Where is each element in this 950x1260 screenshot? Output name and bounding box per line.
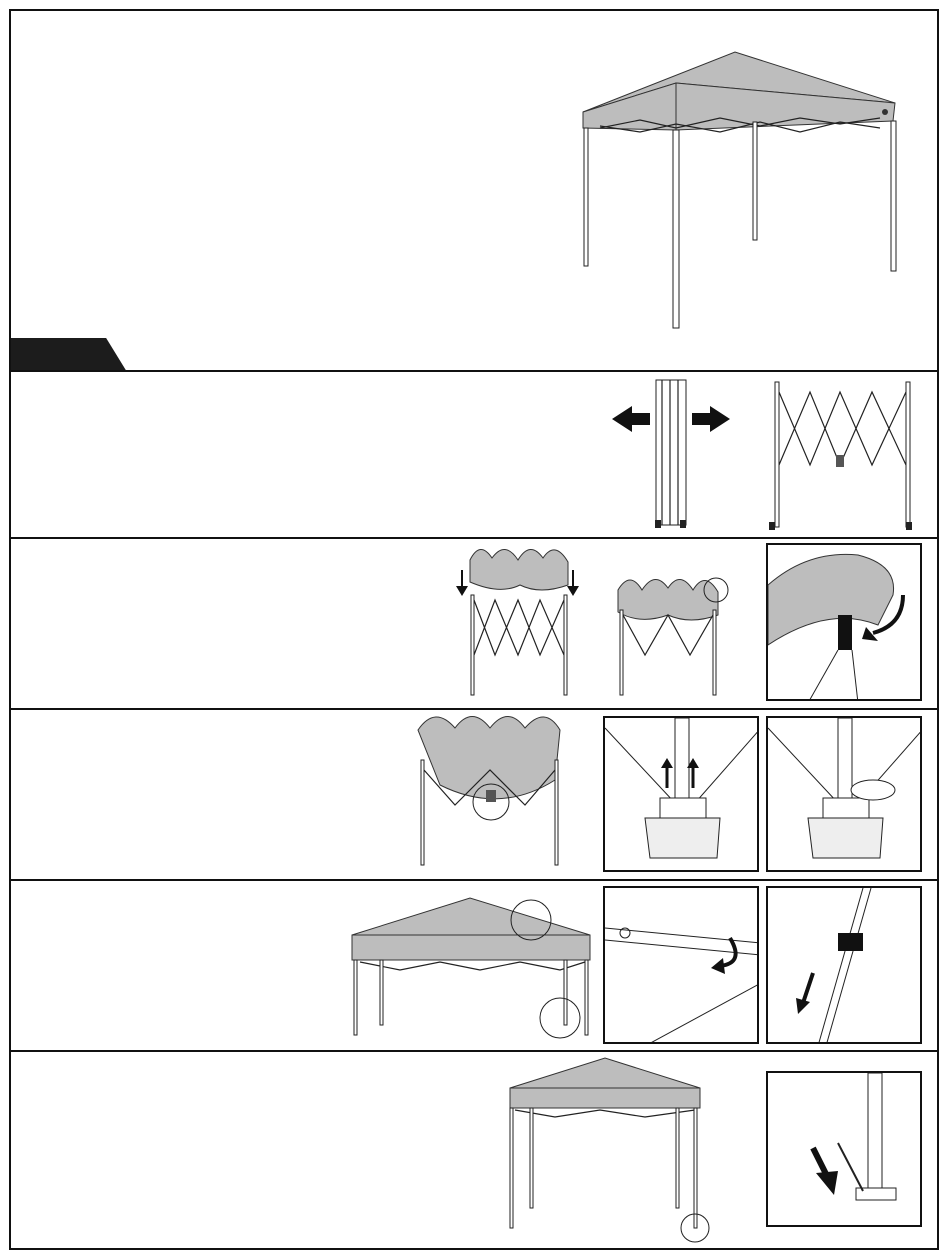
detail-stake-box	[766, 1071, 922, 1227]
arrow-down-icon	[813, 1148, 838, 1195]
